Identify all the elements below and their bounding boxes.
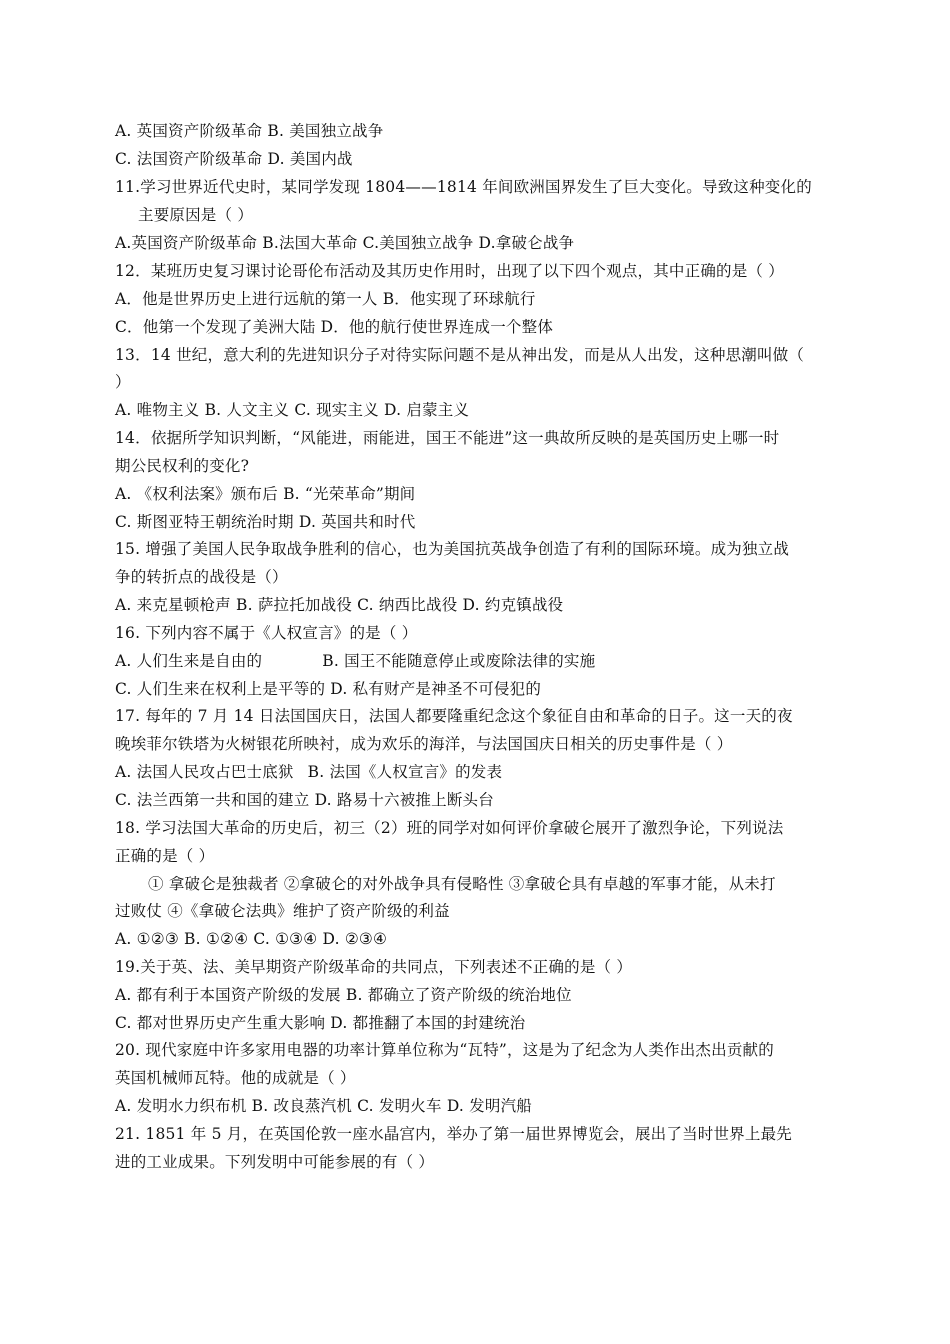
text-line: 主要原因是（ ） — [138, 206, 254, 224]
question-11-stem: 11.学习世界近代史时，某同学发现 1804——1814 年间欧洲国界发生了巨大变化。导致这种变化的 — [115, 178, 812, 196]
text-line: 晚埃菲尔铁塔为火树银花所映衬，成为欢乐的海洋，与法国国庆日相关的历史事件是（ ） — [115, 735, 733, 753]
question-21-stem: 21. 1851 年 5 月，在英国伦敦一座水晶宫内，举办了第一届世界博览会，展出了当时世界上最先 — [115, 1125, 792, 1143]
question-18-stem: 18. 学习法国大革命的历史后，初三（2）班的同学对如何评价拿破仑展开了激烈争论，下列说法 — [115, 819, 784, 837]
text-line: A. 《权利法案》颁布后 B. “光荣革命”期间 — [115, 485, 416, 503]
text-line — [115, 762, 502, 782]
question-15-stem: 15. 增强了美国人民争取战争胜利的信心，也为美国抗英战争创造了有利的国际环境。成为独立战 — [115, 540, 790, 558]
text-line: C. 斯图亚特王朝统治时期 D. 英国共和时代 — [115, 513, 416, 531]
text-line: 英国机械师瓦特。他的成就是（ ） — [115, 1069, 356, 1087]
text-line: C. 人们生来在权利上是平等的 D. 私有财产是神圣不可侵犯的 — [115, 680, 542, 698]
text-line: ① 拿破仑是独裁者 ②拿破仑的对外战争具有侵略性 ③拿破仑具有卓越的军事才能，从未打 — [148, 875, 776, 893]
question-15-options: A. 来克星顿枪声 B. 萨拉托加战役 C. 纳西比战役 D. 约克镇战役 — [115, 596, 564, 614]
option-a: A. 法国人民攻占巴士底狱 — [115, 763, 294, 781]
text-line: A. 都有利于本国资产阶级的发展 B. 都确立了资产阶级的统治地位 — [115, 986, 572, 1004]
text-line: C. 法兰西第一共和国的建立 D. 路易十六被推上断头台 — [115, 791, 494, 809]
text-line: 正确的是（ ） — [115, 847, 215, 865]
question-20-options: A. 发明水力织布机 B. 改良蒸汽机 C. 发明火车 D. 发明汽船 — [115, 1097, 532, 1115]
text-line: 争的转折点的战役是（） — [115, 568, 288, 586]
text-line: 过败仗 ④《拿破仑法典》维护了资产阶级的利益 — [115, 902, 450, 920]
text-line: A. 英国资产阶级革命 B. 美国独立战争 — [115, 122, 384, 140]
question-11-options: A.英国资产阶级革命 B.法国大革命 C.美国独立战争 D.拿破仑战争 — [115, 234, 575, 252]
question-17-stem: 17. 每年的 7 月 14 日法国国庆日，法国人都要隆重纪念这个象征自由和革命的日子。这一天的夜 — [115, 707, 793, 725]
text-line — [115, 651, 595, 671]
text-line: 期公民权利的变化? — [115, 457, 250, 475]
option-b: B. 国王不能随意停止或废除法律的实施 — [322, 652, 596, 670]
question-12-stem: 12．某班历史复习课讨论哥伦布活动及其历史作用时，出现了以下四个观点，其中正确的是（ ） — [115, 262, 784, 280]
question-18-options: A. ①②③ B. ①②④ C. ①③④ D. ②③④ — [115, 930, 388, 948]
question-16-stem: 16. 下列内容不属于《人权宣言》的是（ ） — [115, 624, 418, 642]
text-line: C．他第一个发现了美洲大陆 D．他的航行使世界连成一个整体 — [115, 318, 554, 336]
option-b: B. 法国《人权宣言》的发表 — [307, 763, 503, 781]
question-19-stem: 19.关于英、法、美早期资产阶级革命的共同点，下列表述不正确的是（ ） — [115, 958, 633, 976]
text-line: A．他是世界历史上进行远航的第一人 B．他实现了环球航行 — [115, 290, 536, 308]
text-line: C. 都对世界历史产生重大影响 D. 都推翻了本国的封建统治 — [115, 1014, 526, 1032]
text-line: 进的工业成果。下列发明中可能参展的有（ ） — [115, 1153, 435, 1171]
question-13-options: A. 唯物主义 B. 人文主义 C. 现实主义 D. 启蒙主义 — [115, 401, 470, 419]
text-line: C. 法国资产阶级革命 D. 美国内战 — [115, 150, 353, 168]
text-line: ） — [115, 373, 131, 391]
question-20-stem: 20. 现代家庭中许多家用电器的功率计算单位称为“瓦特”，这是为了纪念为人类作出杰出贡献的 — [115, 1041, 774, 1059]
question-14-stem: 14．依据所学知识判断，“风能进，雨能进，国王不能进”这一典故所反映的是英国历史上哪一时 — [115, 429, 780, 447]
question-13-stem: 13．14 世纪，意大利的先进知识分子对待实际问题不是从神出发，而是从人出发，这种思潮叫做（ — [115, 346, 805, 364]
option-a: A. 人们生来是自由的 — [115, 652, 263, 670]
